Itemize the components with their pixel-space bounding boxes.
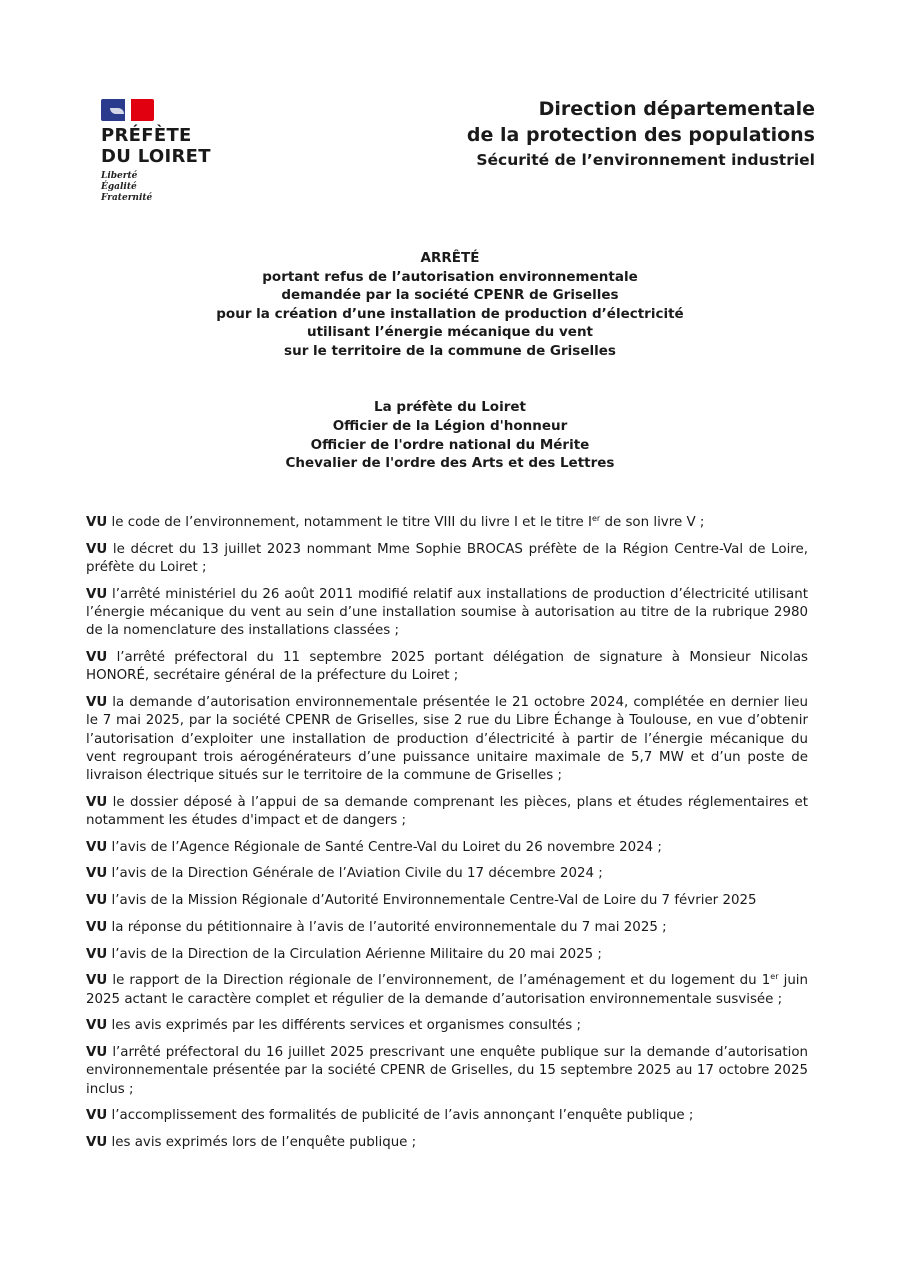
vu-label: VU	[86, 1108, 108, 1124]
visa-text: la réponse du pétitionnaire à l’avis de l’autorité environnementale du 7 mai 2025 ;	[107, 919, 667, 935]
visa-superscript: er	[591, 514, 601, 523]
vu-label: VU	[86, 541, 108, 557]
visa-text: le décret du 13 juillet 2023 nommant Mme Sophie BROCAS préfète de la Région Centre-Val de Loire, préfète du Loiret ;	[86, 541, 808, 575]
visa-paragraph	[86, 586, 808, 641]
vu-label: VU	[86, 649, 108, 665]
prefect-title-line: La préfète du Loiret	[374, 399, 526, 415]
vu-label: VU	[86, 839, 108, 855]
visa-text: l’avis de l’Agence Régionale de Santé Centre-Val du Loiret du 26 novembre 2024 ;	[107, 839, 662, 855]
vu-label: VU	[86, 794, 108, 810]
visa-paragraph	[86, 794, 808, 831]
vu-label: VU	[86, 866, 108, 882]
vu-label: VU	[86, 893, 108, 909]
prefect-title-line: Officier de l'ordre national du Mérite	[310, 436, 590, 453]
visas-list	[86, 514, 808, 1161]
visa-paragraph	[86, 541, 808, 578]
department-header	[467, 96, 815, 172]
republic-motto	[101, 171, 231, 204]
vu-label: VU	[86, 515, 108, 530]
visa-paragraph	[86, 946, 808, 964]
flag-red-stripe	[131, 99, 154, 121]
department-line-2: de la protection des populations	[466, 124, 815, 146]
decree-title-line: ARRÊTÉ	[420, 250, 480, 266]
visa-text: l’arrêté ministériel du 26 août 2011 modifié relatif aux installations de production d’électricité utilisant l’énergie mécanique du vent au sein d’une installation soumise à autorisation au titre de la rubrique 2980 de la nomenclature des installations classées ;	[86, 586, 808, 639]
decree-title-line: pour la création d’une installation de production d’électricité	[216, 305, 684, 322]
logo-line-1: PRÉFÈTE	[101, 125, 192, 146]
visa-text: l’accomplissement des formalités de publicité de l’avis annonçant l’enquête publique ;	[107, 1108, 694, 1124]
visa-text: les avis exprimés lors de l’enquête publique ;	[107, 1134, 417, 1150]
vu-label: VU	[86, 946, 108, 962]
prefect-title-line: Officier de la Légion d'honneur	[332, 417, 568, 434]
vu-label: VU	[86, 919, 108, 935]
visa-text: les avis exprimés par les différents services et organismes consultés ;	[107, 1018, 581, 1034]
visa-text: l’avis de la Direction de la Circulation Aérienne Militaire du 20 mai 2025 ;	[107, 946, 602, 962]
prefect-title-line: Chevalier de l'ordre des Arts et des Lettres	[285, 455, 615, 472]
motto-fraternite: Fraternité	[101, 193, 153, 203]
logo-line-2: DU LOIRET	[101, 146, 211, 167]
visa-superscript: er	[770, 972, 779, 982]
visa-paragraph	[86, 1017, 808, 1035]
decree-title-line: sur le territoire de la commune de Griselles	[284, 342, 616, 359]
visa-text-end: juin 2025 actant le caractère complet et régulier de la demande d’autorisation environnementale susvisée ;	[86, 973, 809, 1007]
visa-paragraph	[86, 892, 808, 910]
visa-text: l’arrêté préfectoral du 16 juillet 2025 prescrivant une enquête publique sur la demande d’autorisation environnementale présentée par la société CPENR de Griselles, du 15 septembre 2025 au 17 octobre 2025 inclus ;	[86, 1044, 808, 1097]
visa-text: le dossier déposé à l’appui de sa demande comprenant les pièces, plans et études réglementaires et notamment les études d'impact et de dangers ;	[86, 794, 808, 829]
decree-title-line: demandée par la société CPENR de Griselles	[281, 287, 619, 304]
visa-text: l’avis de la Direction Générale de l’Aviation Civile du 17 décembre 2024 ;	[107, 866, 603, 882]
visa-text: la demande d’autorisation environnementale présentée le 21 octobre 2024, complétée en dernier lieu le 7 mai 2025, par la société CPENR de Griselles, sise 2 rue du Libre Échange à Toulouse, en vue d’obtenir l’autorisation d’exploiter une installation de production d’électricité à partir de l’énergie mécanique du vent regroupant trois aérogénérateurs d’une puissance unitaire maximale de 5,7 MW et d’un poste de livraison électrique situés sur le territoire de la commune de Griselles ;	[86, 694, 808, 784]
motto-egalite: Égalité	[101, 182, 137, 192]
department-line-1: Direction départementale	[538, 98, 815, 120]
tricolor-flag-icon	[101, 99, 154, 121]
vu-label: VU	[86, 1044, 108, 1060]
motto-liberte: Liberté	[101, 171, 138, 181]
visa-paragraph	[86, 514, 808, 532]
visa-text: le rapport de la Direction régionale de l’environnement, de l’aménagement et du logement du 1	[107, 973, 771, 989]
visa-paragraph	[86, 649, 808, 686]
visa-paragraph	[86, 865, 808, 883]
visa-paragraph	[86, 972, 808, 1009]
flag-blue-stripe	[101, 99, 125, 121]
visa-text: l’avis de la Mission Régionale d’Autorité Environnementale Centre-Val de Loire du 7 février 2025	[107, 893, 757, 909]
decree-title	[0, 249, 900, 361]
department-service: Sécurité de l’environnement industriel	[476, 151, 815, 169]
vu-label: VU	[86, 973, 108, 989]
visa-paragraph	[86, 919, 808, 937]
visa-paragraph	[86, 694, 808, 785]
visa-text: l’arrêté préfectoral du 11 septembre 2025 portant délégation de signature à Monsieur Nicolas HONORÉ, secrétaire général de la préfecture du Loiret ;	[86, 649, 808, 684]
marianne-logo	[101, 99, 231, 204]
decree-title-line: portant refus de l’autorisation environnementale	[262, 268, 638, 285]
vu-label: VU	[86, 694, 108, 710]
visa-paragraph	[86, 1107, 808, 1125]
prefect-titles	[0, 398, 900, 473]
visa-paragraph	[86, 1134, 808, 1152]
visa-paragraph	[86, 1044, 808, 1099]
vu-label: VU	[86, 1018, 108, 1034]
vu-label: VU	[86, 586, 108, 602]
visa-paragraph	[86, 839, 808, 857]
visa-text: le code de l’environnement, notamment le titre VIII du livre I et le titre I	[107, 515, 592, 530]
decree-title-line: utilisant l’énergie mécanique du vent	[306, 324, 594, 341]
visa-text-end: de son livre V ;	[600, 515, 705, 530]
vu-label: VU	[86, 1134, 108, 1150]
